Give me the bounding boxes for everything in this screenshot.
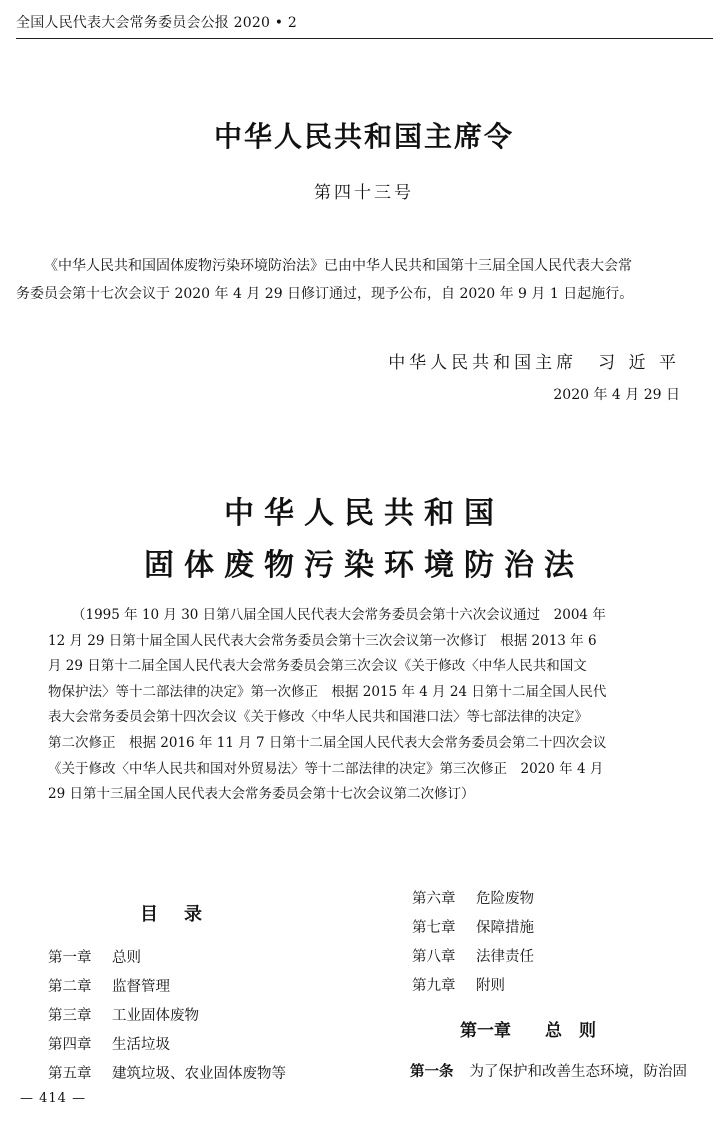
toc-chapter-title: 工业固体废物: [112, 1008, 199, 1024]
toc-chapter-number: 第二章: [48, 979, 92, 995]
history-line: 《关于修改〈中华人民共和国对外贸易法〉等十二部法律的决定》第三次修正 2020 年 4 月: [48, 760, 604, 777]
toc-item[interactable]: [412, 887, 534, 908]
history-line: 29 日第十三届全国人民代表大会常务委员会第十七次会议第二次修订）: [48, 786, 475, 803]
toc-item[interactable]: [48, 1033, 170, 1054]
history-line: （1995 年 10 月 30 日第八届全国人民代表大会常务委员会第十六次会议通过 2004 年: [72, 607, 606, 623]
law-title-line2: 固体废物污染环境防治法: [144, 548, 584, 583]
toc-chapter-title: 附则: [476, 978, 505, 994]
toc-chapter-title: 危险废物: [476, 891, 534, 907]
history-line: 第二次修正 根据 2016 年 11 月 7 日第十二届全国人民代表大会常务委员会第二十四次会议: [48, 734, 607, 751]
toc-chapter-number: 第七章: [412, 920, 456, 936]
toc-chapter-title: 保障措施: [476, 920, 534, 936]
toc-item[interactable]: [412, 916, 534, 937]
article-label: 第一条: [410, 1063, 454, 1080]
history-line: 物保护法〉等十二部法律的决定》第一次修正 根据 2015 年 4 月 24 日第十二届全国人民代: [48, 683, 607, 700]
chapter-heading-title: 总 则: [545, 1021, 596, 1041]
page-number: — 414 —: [20, 1091, 87, 1106]
article-text: 为了保护和改善生态环境，防治固: [469, 1064, 687, 1080]
toc-heading: 目录: [140, 904, 228, 925]
article-1: [410, 1060, 687, 1081]
toc-chapter-number: 第八章: [412, 949, 456, 965]
decree-announcement: [16, 252, 713, 308]
toc-chapter-number: 第三章: [48, 1008, 92, 1024]
toc-chapter-number: 第六章: [412, 891, 456, 907]
toc-item[interactable]: [412, 974, 505, 995]
law-title-line1: 中华人民共和国: [224, 496, 504, 531]
toc-chapter-title: 总则: [112, 950, 141, 966]
history-line: 12 月 29 日第十届全国人民代表大会常务委员会第十三次会议第一次修订 根据 2013 年 6: [48, 632, 597, 649]
announcement-line: 《中华人民共和国固体废物污染环境防治法》已由中华人民共和国第十三届全国人民代表大会常: [44, 258, 632, 274]
toc-chapter-title: 监督管理: [112, 979, 170, 995]
chapter-heading: [460, 1016, 596, 1041]
toc-chapter-title: 建筑垃圾、农业固体废物等: [112, 1066, 286, 1082]
decree-date: 2020 年 4 月 29 日: [553, 387, 680, 403]
toc-item[interactable]: [48, 1062, 286, 1083]
decree-title: 中华人民共和国主席令: [213, 120, 514, 153]
toc-item[interactable]: [48, 946, 141, 967]
history-line: 表大会常务委员会第十四次会议《关于修改〈中华人民共和国港口法〉等七部法律的决定》: [48, 709, 588, 726]
toc-chapter-number: 第九章: [412, 978, 456, 994]
toc-item[interactable]: [48, 1004, 199, 1025]
history-line: 月 29 日第十二届全国人民代表大会常务委员会第三次会议《关于修改〈中华人民共和国文: [48, 658, 587, 675]
amendment-history: [48, 603, 682, 808]
decree-number: 第四十三号: [314, 183, 414, 203]
toc-item[interactable]: [48, 975, 170, 996]
toc-chapter-title: 法律责任: [476, 949, 534, 965]
publication-header: 全国人民代表大会常务委员会公报 2020 • 2: [16, 15, 297, 31]
president-signature: 中华人民共和国主席 习 近 平: [388, 353, 680, 373]
toc-chapter-title: 生活垃圾: [112, 1037, 170, 1053]
toc-chapter-number: 第四章: [48, 1037, 92, 1053]
toc-chapter-number: 第五章: [48, 1066, 92, 1082]
toc-item[interactable]: [412, 945, 534, 966]
toc-chapter-number: 第一章: [48, 950, 92, 966]
header-rule: [16, 38, 713, 39]
announcement-line: 务委员会第十七次会议于 2020 年 4 月 29 日修订通过，现予公布，自 2020 年 9 月 1 日起施行。: [16, 286, 634, 302]
chapter-heading-number: 第一章: [460, 1021, 511, 1041]
